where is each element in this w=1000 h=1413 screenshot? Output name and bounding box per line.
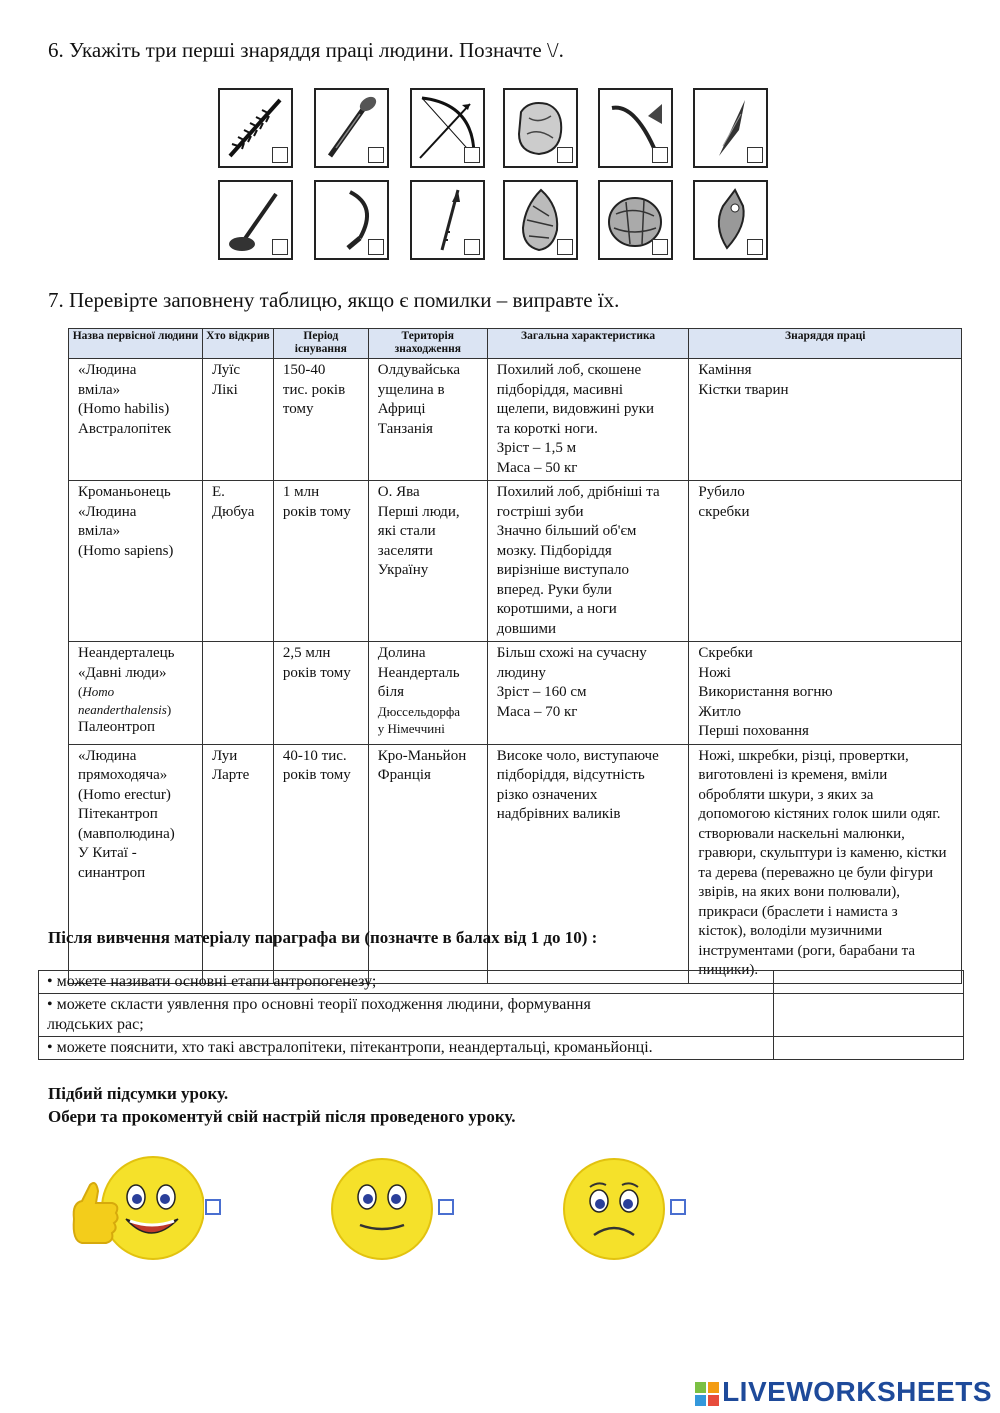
skill-text: • можете пояснити, хто такі австралопітеки, пітекантропи, неандертальці, кроманьйонці. (39, 1037, 774, 1060)
spearhead-icon (693, 88, 768, 168)
mood-checkbox-happy[interactable] (205, 1199, 221, 1215)
humans-table (68, 328, 962, 984)
outro-title: Підбий підсумки уроку. (48, 1084, 229, 1103)
sickle-icon (314, 180, 389, 260)
cell-name[interactable]: «Людина прямоходяча» (Homo erectur) Пітекантроп (мавполюдина) У Китаї - синантроп (69, 744, 203, 983)
cell-desc[interactable]: Похилий лоб, дрібніші та гостріші зуби Значно більший об'єм мозку. Підборіддя вирізніше виступало вперед. Руки були коротшими, а ноги довшими (487, 481, 689, 642)
cell-territory[interactable]: Кро-Маньйон Франція (368, 744, 487, 983)
table-row (69, 359, 962, 481)
tool-checkbox[interactable] (272, 239, 288, 255)
pickaxe-icon (598, 88, 673, 168)
cell-desc[interactable]: Похилий лоб, скошене підборіддя, масивні щелепи, видовжині руки та короткі ноги. Зріст – 1,5 м Маса – 50 кг (487, 359, 689, 481)
sad-smiley-icon (562, 1157, 666, 1261)
tool-checkbox[interactable] (652, 239, 668, 255)
flint-core-icon (598, 180, 673, 260)
table-header-row (69, 329, 962, 359)
cell-period[interactable]: 1 млн років тому (273, 481, 368, 642)
self-assessment-table (38, 970, 964, 1060)
tool-checkbox[interactable] (272, 147, 288, 163)
handaxe-icon (503, 180, 578, 260)
club-icon (314, 88, 389, 168)
header-tools: Знаряддя праці (689, 329, 962, 359)
outro-mood-prompt: Обери та прокоментуй свій настрій після проведеного уроку. (48, 1107, 516, 1126)
spear-icon (410, 180, 485, 260)
summary-title: Після вивчення матеріалу параграфа ви (позначте в балах від 1 до 10) : (48, 928, 598, 947)
cell-name[interactable]: Кроманьонець «Людина вміла» (Homo sapiens) (69, 481, 203, 642)
table-row (69, 642, 962, 745)
mood-checkbox-sad[interactable] (670, 1199, 686, 1215)
arrowhead-icon (693, 180, 768, 260)
tool-checkbox[interactable] (464, 147, 480, 163)
harpoon-icon (218, 88, 293, 168)
score-input[interactable] (774, 1037, 964, 1060)
score-input[interactable] (774, 994, 964, 1037)
skill-text: • можете називати основні етапи антропогенезу; (39, 971, 774, 994)
table-row (69, 481, 962, 642)
ladle-icon (218, 180, 293, 260)
table-row (39, 971, 964, 994)
liveworksheets-logo (694, 1376, 992, 1408)
cell-name[interactable]: Неандерталець «Давні люди» (Homo neanderthalensis) Палеонтроп (69, 642, 203, 745)
cell-desc[interactable]: Високе чоло, виступаюче підборіддя, відсутність різко означених надбрівних валиків (487, 744, 689, 983)
happy-thumbs-up-smiley-icon (68, 1155, 204, 1261)
cell-who[interactable]: Е. Дюбуа (202, 481, 273, 642)
cell-who[interactable]: Луїс Лікі (202, 359, 273, 481)
cell-desc[interactable]: Більш схожі на сучасну людину Зріст – 160 см Маса – 70 кг (487, 642, 689, 745)
header-desc: Загальна характеристика (487, 329, 689, 359)
cell-territory[interactable]: Долина Неандерталь біля Дюссельдорфа у Німеччині (368, 642, 487, 745)
header-territory: Територія знаходження (368, 329, 487, 359)
cell-period[interactable]: 40-10 тис. років тому (273, 744, 368, 983)
tool-checkbox[interactable] (368, 147, 384, 163)
cell-tools[interactable]: Рубило скребки (689, 481, 962, 642)
cell-who[interactable] (202, 642, 273, 745)
tool-checkbox[interactable] (652, 147, 668, 163)
table-row (39, 994, 964, 1037)
cell-period[interactable]: 150-40 тис. років тому (273, 359, 368, 481)
tool-checkbox[interactable] (368, 239, 384, 255)
tool-checkbox[interactable] (464, 239, 480, 255)
cell-territory[interactable]: Олдувайська ущелина в Африці Танзанія (368, 359, 487, 481)
neutral-smiley-icon (330, 1157, 434, 1261)
question-6-title: 6. Укажіть три перші знаряддя праці людини. Позначте \/. (48, 38, 564, 62)
stone-icon (503, 88, 578, 168)
header-name: Назва первісної людини (69, 329, 203, 359)
header-period: Період існування (273, 329, 368, 359)
cell-name[interactable]: «Людина вміла» (Homo habilis) Австралопітек (69, 359, 203, 481)
tool-checkbox[interactable] (747, 239, 763, 255)
tools-grid (218, 88, 773, 264)
cell-period[interactable]: 2,5 млн років тому (273, 642, 368, 745)
mood-checkbox-neutral[interactable] (438, 1199, 454, 1215)
brand-name: LIVEWORKSHEETS (722, 1376, 992, 1407)
cell-tools[interactable]: Ножі, шкребки, різці, провертки, виготовлені із кременя, вміли обробляти шкури, з яких за допомогою кістяних голок шили одяг. створювали наскельні малюнки, гравюри, скульптури із каменю, кістки та дерева (переважно це були фігури звірів, на яких вони полювали), прикраси (браслети і намиста з кісток), володіли музичними інструментами (роги, барабани та пищики). (689, 744, 962, 983)
score-input[interactable] (774, 971, 964, 994)
table-row (39, 1037, 964, 1060)
cell-territory[interactable]: О. Ява Перші люди, які стали заселяти Україну (368, 481, 487, 642)
cell-who[interactable]: Луи Ларте (202, 744, 273, 983)
cell-tools[interactable]: Каміння Кістки тварин (689, 359, 962, 481)
tool-checkbox[interactable] (747, 147, 763, 163)
liveworksheets-icon (694, 1381, 720, 1407)
bow-icon (410, 88, 485, 168)
tool-checkbox[interactable] (557, 239, 573, 255)
question-7-title: 7. Перевірте заповнену таблицю, якщо є помилки – виправте їх. (48, 288, 620, 312)
skill-text: • можете скласти уявлення про основні теорії походження людини, формування людських рас; (39, 994, 774, 1037)
tool-checkbox[interactable] (557, 147, 573, 163)
header-who: Хто відкрив (202, 329, 273, 359)
cell-tools[interactable]: Скребки Ножі Використання вогню Житло Перші поховання (689, 642, 962, 745)
